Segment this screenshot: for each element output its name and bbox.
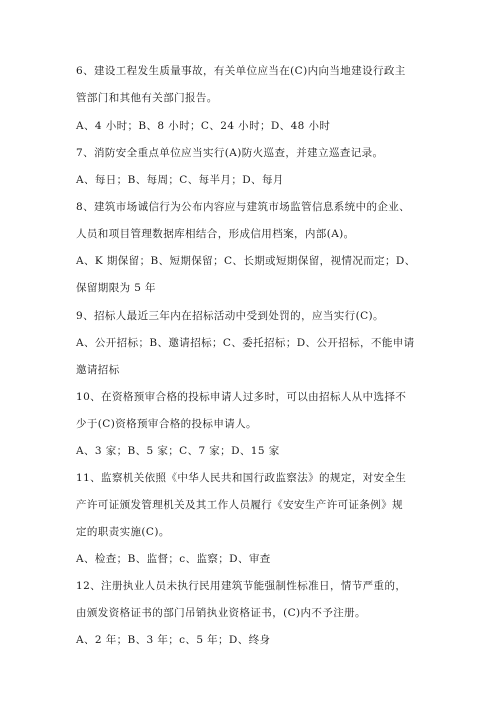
question-8-text-line-2: 人员和项目管理数据库相结合，形成信用档案，内部(A)。 (76, 228, 355, 240)
question-7-text: 7、消防安全重点单位应当实行(A)防火巡查，并建立巡查记录。 (76, 147, 384, 159)
question-7-options: A、每日；B、每周；C、每半月；D、每月 (76, 174, 284, 186)
question-6-options: A、4 小时；B、8 小时；C、24 小时；D、48 小时 (76, 120, 331, 132)
question-11-text-line-1: 11、监察机关依照《中华人民共和国行政监察法》的规定，对安全生 (76, 472, 407, 484)
question-11-text-line-3: 定的职责实施(C)。 (76, 526, 170, 538)
question-6-text-line-2: 管部门和其他有关部门报告。 (76, 92, 218, 104)
question-6-text-line-1: 6、建设工程发生质量事故，有关单位应当在(C)内向当地建设行政主 (76, 65, 406, 77)
question-10-options: A、3 家；B、5 家；C、7 家；D、15 家 (76, 445, 280, 457)
question-12-text-line-1: 12、注册执业人员未执行民用建筑节能强制性标准日，情节严重的， (76, 580, 407, 592)
question-11-options: A、检查；B、监督；c、监察；D、审查 (76, 553, 271, 565)
question-12-text-line-2: 由颁发资格证书的部门吊销执业资格证书，(C)内不予注册。 (76, 607, 366, 619)
question-9-options-line-1: A、公开招标；B、邀请招标；C、委托招标；D、公开招标，不能申请 (76, 337, 415, 349)
question-8-text-line-1: 8、建筑市场诚信行为公布内容应与建筑市场监管信息系统中的企业、 (76, 201, 411, 213)
question-11-text-line-2: 产许可证颁发管理机关及其工作人员履行《安安生产许可证条例》规 (76, 499, 403, 511)
question-8-options-line-2: 保留期限为 5 年 (76, 282, 156, 294)
question-8-options-line-1: A、K 期保留；B、短期保留；C、长期或短期保留，视情况而定；D、 (76, 255, 416, 267)
question-9-text: 9、招标人最近三年内在招标活动中受到处罚的，应当实行(C)。 (76, 310, 384, 322)
question-9-options-line-2: 邀请招标 (76, 364, 120, 376)
question-12-options: A、2 年；B、3 年；c、5 年；D、终身 (76, 634, 271, 646)
question-10-text-line-1: 10、在资格预审合格的投标申请人过多时，可以由招标人从中选择不 (76, 391, 407, 403)
question-10-text-line-2: 少于(C)资格预审合格的投标申请人。 (76, 418, 257, 430)
